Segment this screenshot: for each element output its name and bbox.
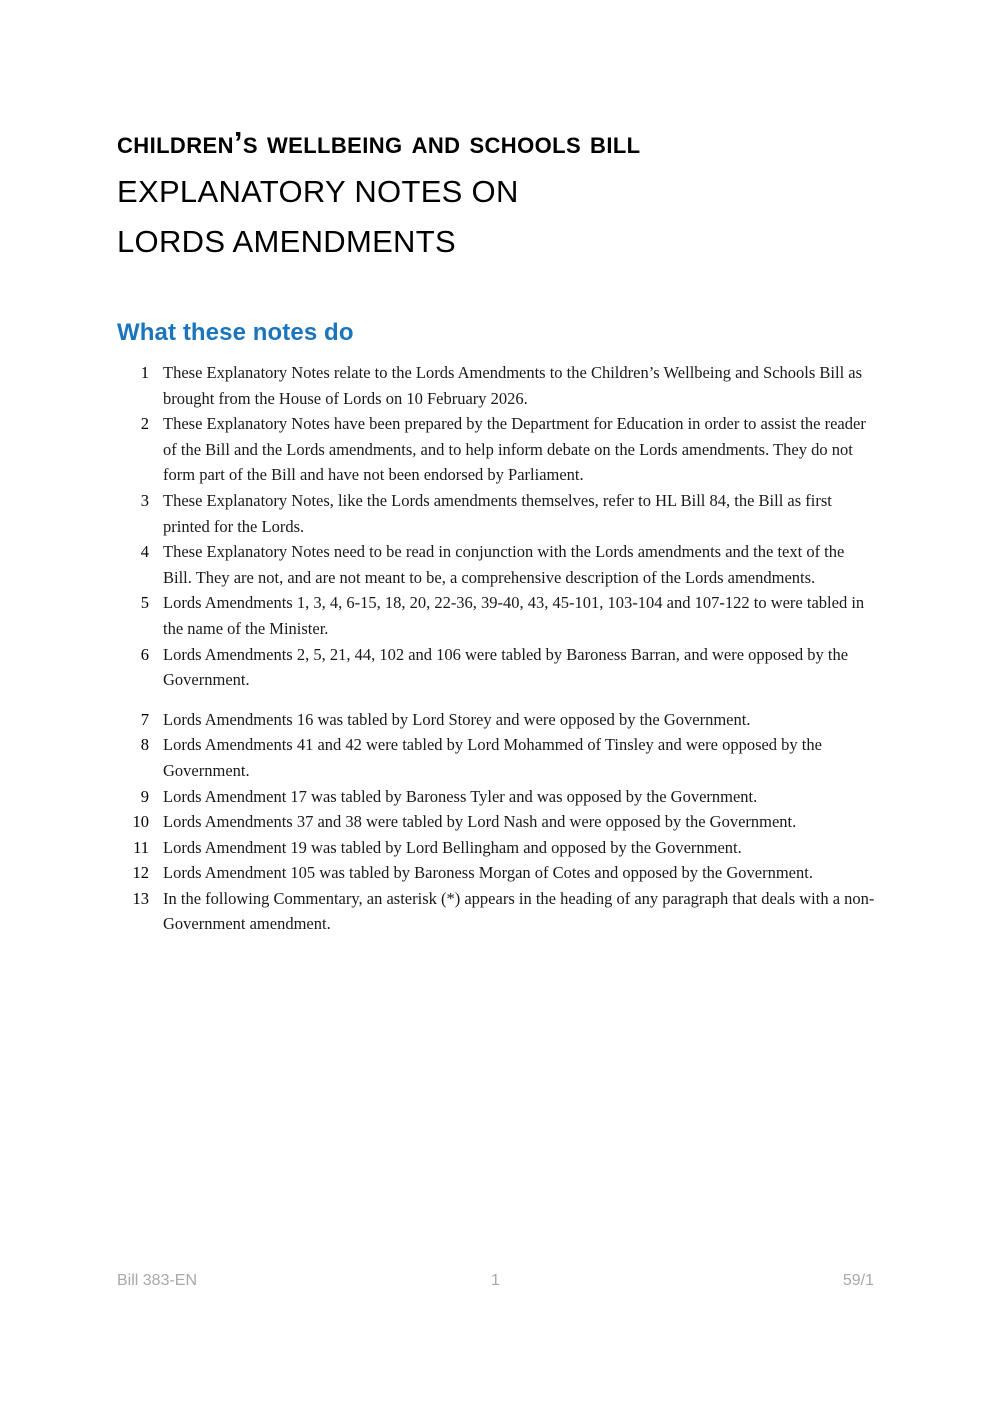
note-number: 10: [132, 812, 149, 832]
note-text: Lords Amendment 105 was tabled by Baroness Morgan of Cotes and opposed by the Government.: [163, 863, 813, 883]
note-text: In the following Commentary, an asterisk (*) appears in the heading of any paragraph that deals with a non-Government amendment.: [163, 888, 875, 934]
note-number: 5: [140, 593, 149, 613]
note-item: [117, 860, 877, 886]
document-title-line-3: LORDS AMENDMENTS: [117, 224, 456, 259]
note-number: 1: [140, 363, 149, 382]
note-number: 4: [140, 542, 149, 562]
note-item: [117, 707, 877, 733]
footer-document-reference: 59/1: [842, 1272, 874, 1289]
note-item: [117, 835, 877, 861]
note-text: Lords Amendments 16 was tabled by Lord Storey and were opposed by the Government.: [163, 709, 751, 729]
note-item: [117, 809, 877, 835]
note-text: Lords Amendment 19 was tabled by Lord Bellingham and opposed by the Government.: [163, 837, 742, 857]
footer-bill-reference: Bill 383-EN: [117, 1272, 198, 1289]
note-text: Lords Amendments 37 and 38 were tabled by Lord Nash and were opposed by the Government.: [163, 812, 797, 832]
document-title-line-1: children’s wellbeing and schools bill: [117, 125, 641, 160]
note-text: Lords Amendment 17 was tabled by Baroness Tyler and was opposed by the Government.: [163, 786, 758, 806]
note-text: These Explanatory Notes, like the Lords amendments themselves, refer to HL Bill 84, the Bill as first printed for the Lords.: [163, 490, 832, 536]
note-text: Lords Amendments 41 and 42 were tabled by Lord Mohammed of Tinsley and were opposed by the Government.: [163, 735, 822, 780]
note-item: [117, 886, 877, 937]
note-item: [117, 539, 877, 590]
note-item: [117, 360, 877, 411]
note-number: 13: [132, 888, 149, 908]
note-item: [117, 411, 877, 488]
page-footer: [117, 1272, 874, 1290]
note-item: [117, 590, 877, 641]
note-item: [117, 488, 877, 539]
note-number: 3: [140, 490, 149, 510]
note-number: 9: [140, 786, 149, 806]
note-text: Lords Amendments 1, 3, 4, 6-15, 18, 20, 22-36, 39-40, 43, 45-101, 103-104 and 107-122 to were tabled in the name of the Minister.: [163, 593, 865, 638]
note-number: 7: [140, 709, 149, 729]
note-text: Lords Amendments 2, 5, 21, 44, 102 and 106 were tabled by Baroness Barran, and were opposed by the Government.: [163, 644, 849, 690]
note-text: These Explanatory Notes have been prepared by the Department for Education in order to assist the reader of the Bill and the Lords amendments, and to help inform debate on the Lords amendments. They do not form part of the Bill and have not been endorsed by Parliament.: [163, 414, 866, 485]
note-item: [117, 732, 877, 783]
note-number: 6: [140, 644, 149, 664]
note-item: [117, 642, 877, 693]
note-number: 8: [140, 735, 149, 755]
note-text: These Explanatory Notes need to be read in conjunction with the Lords amendments and the text of the Bill. They are not, and are not meant to be, a comprehensive description of the Lords amendments.: [163, 542, 845, 587]
note-number: 2: [140, 414, 149, 434]
document-title-line-2: EXPLANATORY NOTES ON: [117, 174, 519, 209]
numbered-notes-list: [117, 360, 877, 937]
note-item: [117, 784, 877, 810]
footer-page-number: 1: [491, 1272, 500, 1289]
section-heading-what-these-notes-do: What these notes do: [117, 319, 354, 346]
document-title: [117, 118, 907, 267]
note-number: 12: [132, 863, 149, 883]
note-text: These Explanatory Notes relate to the Lords Amendments to the Children’s Wellbeing and Schools Bill as brought from the House of Lords on 10 February 2026.: [163, 363, 863, 408]
note-number: 11: [133, 837, 149, 857]
